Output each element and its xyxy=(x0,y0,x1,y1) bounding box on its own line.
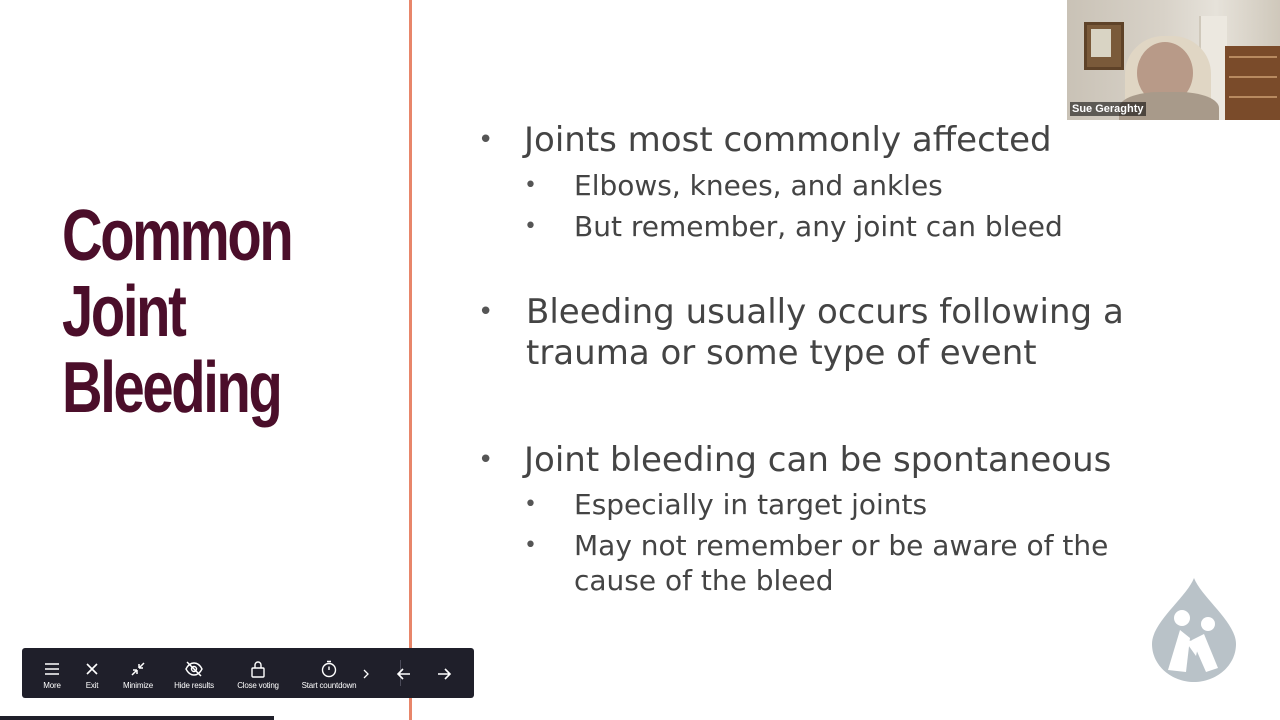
previous-slide-button[interactable] xyxy=(394,648,414,698)
minimize-label: Minimize xyxy=(123,680,153,690)
timer-icon xyxy=(319,659,339,679)
title-line-2: Joint xyxy=(62,272,185,352)
start-countdown-label: Start countdown xyxy=(301,680,357,690)
bullet-3-text: Joint bleeding can be spontaneous xyxy=(524,440,1112,480)
video-background-dresser xyxy=(1225,46,1280,120)
arrow-right-icon xyxy=(434,664,454,684)
bullet-dot: • xyxy=(524,173,537,198)
bullet-dot: • xyxy=(478,445,494,475)
close-icon xyxy=(82,659,102,679)
minimize-icon xyxy=(128,659,148,679)
bullet-1-text: Joints most commonly affected xyxy=(524,120,1052,160)
bullet-dot: • xyxy=(524,214,537,239)
participant-video-tile[interactable] xyxy=(1067,0,1280,120)
title-line-3: Bleeding xyxy=(62,348,281,428)
toolbar-expand-button[interactable] xyxy=(360,648,372,698)
menu-icon xyxy=(42,659,62,679)
bullet-2-line-1: Bleeding usually occurs following a xyxy=(526,292,1124,332)
slide-title xyxy=(62,198,319,426)
progress-line xyxy=(0,716,274,720)
video-background-picture xyxy=(1084,22,1124,70)
minimize-button[interactable] xyxy=(120,648,156,698)
bullet-1-sub-2-text: But remember, any joint can bleed xyxy=(574,210,1063,243)
bullet-3-sub-1-text: Especially in target joints xyxy=(574,488,928,521)
participant-name-label: Sue Geraghty xyxy=(1072,103,1144,115)
lock-icon xyxy=(248,659,268,679)
exit-label: Exit xyxy=(85,680,99,690)
start-countdown-button[interactable] xyxy=(298,648,360,698)
bullet-dot: • xyxy=(524,533,537,558)
title-line-1: Common xyxy=(62,196,292,276)
presenter-toolbar xyxy=(22,648,474,698)
close-voting-button[interactable] xyxy=(234,648,282,698)
hide-results-label: Hide results xyxy=(174,680,214,690)
chevron-right-icon xyxy=(361,664,371,684)
bullet-1-sub-1-text: Elbows, knees, and ankles xyxy=(574,169,943,202)
eye-off-icon xyxy=(184,659,204,679)
organization-logo xyxy=(1146,578,1242,682)
exit-button[interactable] xyxy=(80,648,104,698)
bullet-dot: • xyxy=(478,297,494,327)
slide-divider xyxy=(409,0,412,720)
bullet-3-sub-2-line-2: cause of the bleed xyxy=(574,564,834,597)
bullet-2-line-2: trauma or some type of event xyxy=(526,333,1037,373)
bullet-3-sub-2-line-1: May not remember or be aware of the xyxy=(574,529,1109,562)
arrow-left-icon xyxy=(394,664,414,684)
more-label: More xyxy=(43,680,61,690)
more-button[interactable] xyxy=(40,648,64,698)
close-voting-label: Close voting xyxy=(237,680,279,690)
next-slide-button[interactable] xyxy=(434,648,454,698)
hide-results-button[interactable] xyxy=(172,648,216,698)
bullet-dot: • xyxy=(524,492,537,517)
bullet-dot: • xyxy=(478,125,494,155)
